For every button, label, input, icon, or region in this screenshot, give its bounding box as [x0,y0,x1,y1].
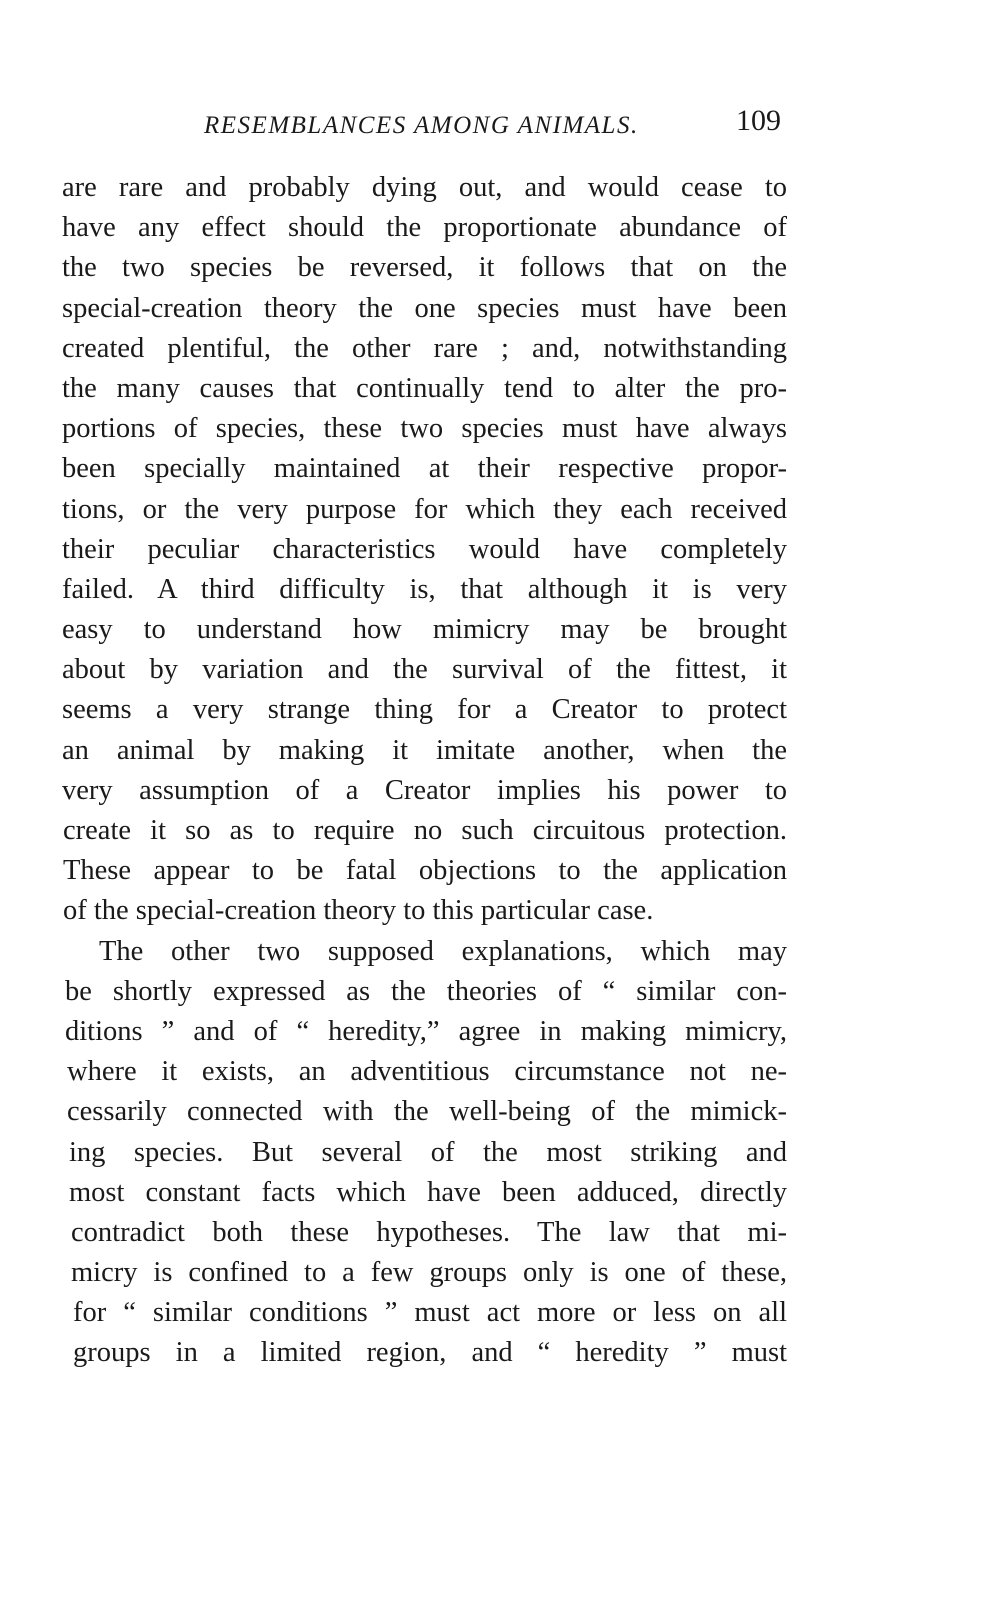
text-line: an animal by making it imitate another, when the [62,734,787,766]
text-line: ing species. But several of the most striking and [69,1136,787,1168]
text-line: been specially maintained at their respective propor- [62,453,787,485]
text-line: the many causes that continually tend to alter the pro- [62,372,787,404]
text-line: of the special-creation theory to this particular case. [63,895,654,927]
text-line: for “ similar conditions ” must act more or less on all [73,1297,787,1329]
text-line: failed. A third difficulty is, that although it is very [62,573,787,605]
page-number: 109 [736,104,781,137]
text-line: where it exists, an adventitious circumstance not ne- [67,1056,787,1088]
text-line: be shortly expressed as the theories of “ similar con- [65,975,787,1007]
text-line: most constant facts which have been adduced, directly [69,1176,787,1208]
text-line: the two species be reversed, it follows that on the [62,252,787,284]
text-line: portions of species, these two species must have always [62,413,787,445]
text-line: created plentiful, the other rare ; and, notwithstanding [62,332,787,364]
text-line: about by variation and the survival of the fittest, it [62,654,787,686]
text-line: groups in a limited region, and “ heredity ” must [73,1337,787,1369]
text-body [62,168,787,1374]
text-line: have any effect should the proportionate abundance of [62,212,787,244]
text-line: create it so as to require no such circuitous protection. [63,815,787,846]
text-line: micry is confined to a few groups only is one of these, [71,1257,787,1289]
text-line: contradict both these hypotheses. The law that mi- [71,1216,787,1248]
text-line: ditions ” and of “ heredity,” agree in making mimicry, [65,1015,787,1047]
text-line: are rare and probably dying out, and would cease to [62,172,787,203]
running-head [66,104,781,144]
text-line: These appear to be fatal objections to the application [63,855,787,887]
text-line: easy to understand how mimicry may be brought [62,614,787,646]
text-line: their peculiar characteristics would have completely [62,533,787,565]
text-line: seems a very strange thing for a Creator to protect [62,694,787,726]
text-line: tions, or the very purpose for which they each received [62,493,787,525]
text-line: The other two supposed explanations, which may [99,935,787,967]
running-title: RESEMBLANCES AMONG ANIMALS. [204,112,639,139]
text-line: very assumption of a Creator implies his power to [62,774,787,806]
text-line: special-creation theory the one species must have been [62,292,787,324]
text-line: cessarily connected with the well-being of the mimick- [67,1096,787,1128]
